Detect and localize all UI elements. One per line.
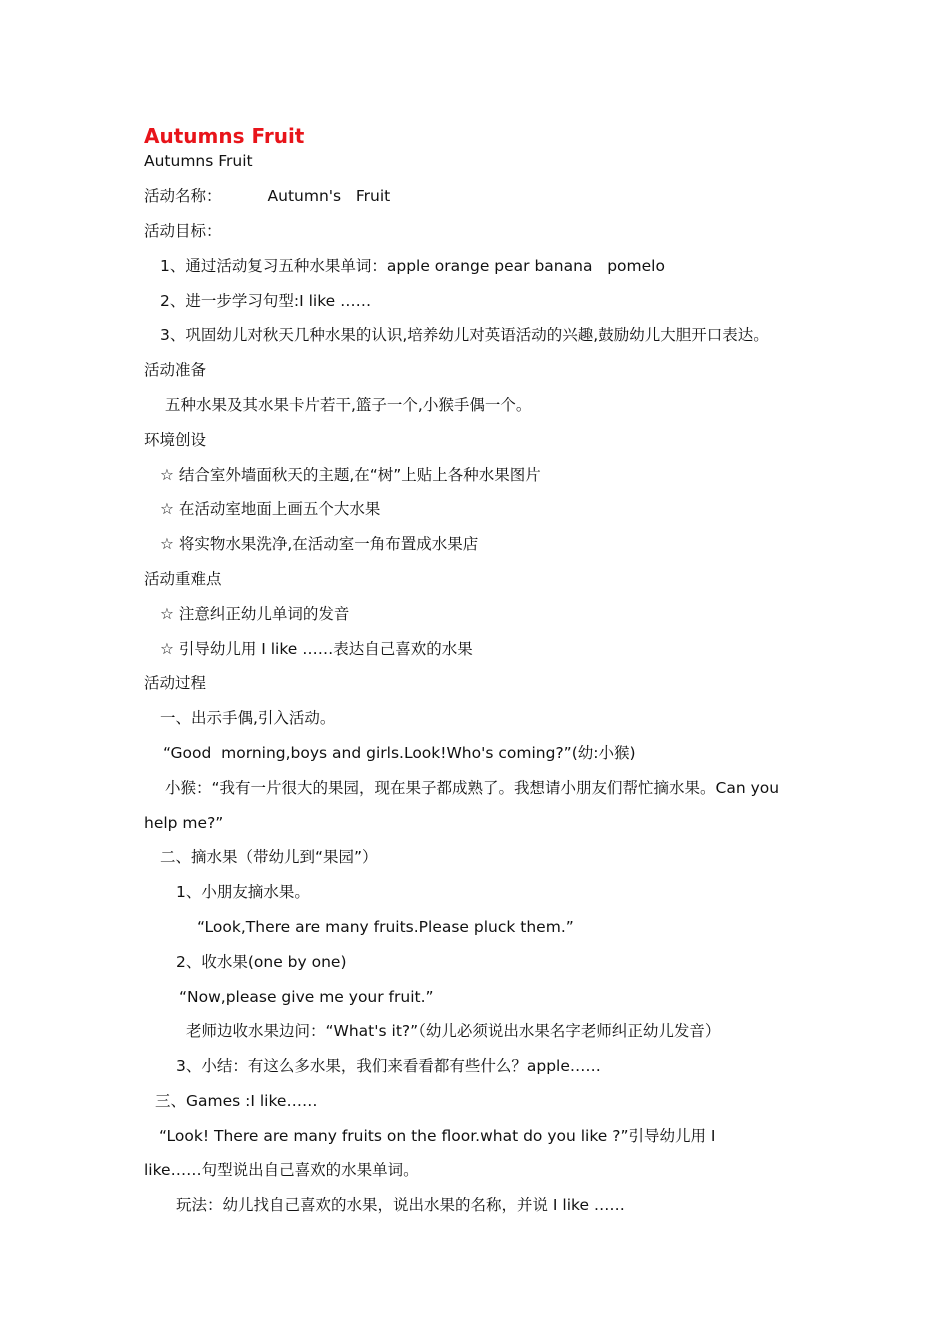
key-item: ☆ 引导幼儿用 I like ……表达自己喜欢的水果	[160, 640, 473, 658]
goals-heading: 活动目标：	[144, 222, 222, 240]
activity-name-row	[144, 185, 390, 207]
env-item: ☆ 结合室外墙面秋天的主题,在“树”上贴上各种水果图片	[160, 466, 541, 484]
step3-quote-line: “Look! There are many fruits on the floor.what do you like ?”引导幼儿用 I	[159, 1127, 716, 1145]
prep-heading: 活动准备	[144, 361, 207, 379]
env-heading: 环境创设	[144, 431, 207, 449]
env-item: ☆ 将实物水果洗净,在活动室一角布置成水果店	[160, 535, 479, 553]
key-heading: 活动重难点	[144, 570, 222, 588]
step1-heading: 一、出示手偶,引入活动。	[160, 709, 336, 727]
document-subtitle: Autumns Fruit	[144, 152, 253, 170]
step2-item: 3、小结：有这么多水果，我们来看看都有些什么？apple……	[176, 1057, 601, 1075]
activity-name-value: Autumn's Fruit	[267, 187, 391, 205]
step2-item: 2、收水果(one by one)	[176, 953, 347, 971]
activity-name-label: 活动名称：	[144, 187, 222, 205]
step3-play: 玩法：幼儿找自己喜欢的水果，说出水果的名称，并说 I like ……	[176, 1196, 625, 1214]
document-title: Autumns Fruit	[144, 124, 305, 148]
goal-item: 1、通过活动复习五种水果单词：apple orange pear banana pomelo	[160, 257, 665, 275]
env-item: ☆ 在活动室地面上画五个大水果	[160, 500, 381, 518]
step2-teacher-line: 老师边收水果边问：“What's it?”（幼儿必须说出水果名字老师纠正幼儿发音）	[186, 1022, 721, 1040]
goal-item: 2、进一步学习句型:I like ……	[160, 292, 372, 310]
step1-quote: “Good morning,boys and girls.Look!Who's coming?”(幼:小猴)	[163, 744, 636, 762]
step2-quote: “Look,There are many fruits.Please pluck them.”	[197, 918, 574, 936]
key-item: ☆ 注意纠正幼儿单词的发音	[160, 605, 350, 623]
prep-text: 五种水果及其水果卡片若干,篮子一个,小猴手偶一个。	[165, 396, 532, 414]
step1-monkey-line: 小猴：“我有一片很大的果园，现在果子都成熟了。我想请小朋友们帮忙摘水果。Can you	[165, 779, 780, 797]
goal-item: 3、巩固幼儿对秋天几种水果的认识,培养幼儿对英语活动的兴趣,鼓励幼儿大胆开口表达。	[160, 326, 769, 344]
step1-monkey-line-end: help me?”	[144, 814, 224, 832]
step2-quote: “Now,please give me your fruit.”	[179, 988, 434, 1006]
step2-heading: 二、摘水果（带幼儿到“果园”）	[160, 848, 378, 866]
step2-item: 1、小朋友摘水果。	[176, 883, 310, 901]
step3-quote-line-end: like……句型说出自己喜欢的水果单词。	[144, 1161, 419, 1179]
step3-heading: 三、Games :I like……	[155, 1092, 318, 1110]
process-heading: 活动过程	[144, 674, 207, 692]
